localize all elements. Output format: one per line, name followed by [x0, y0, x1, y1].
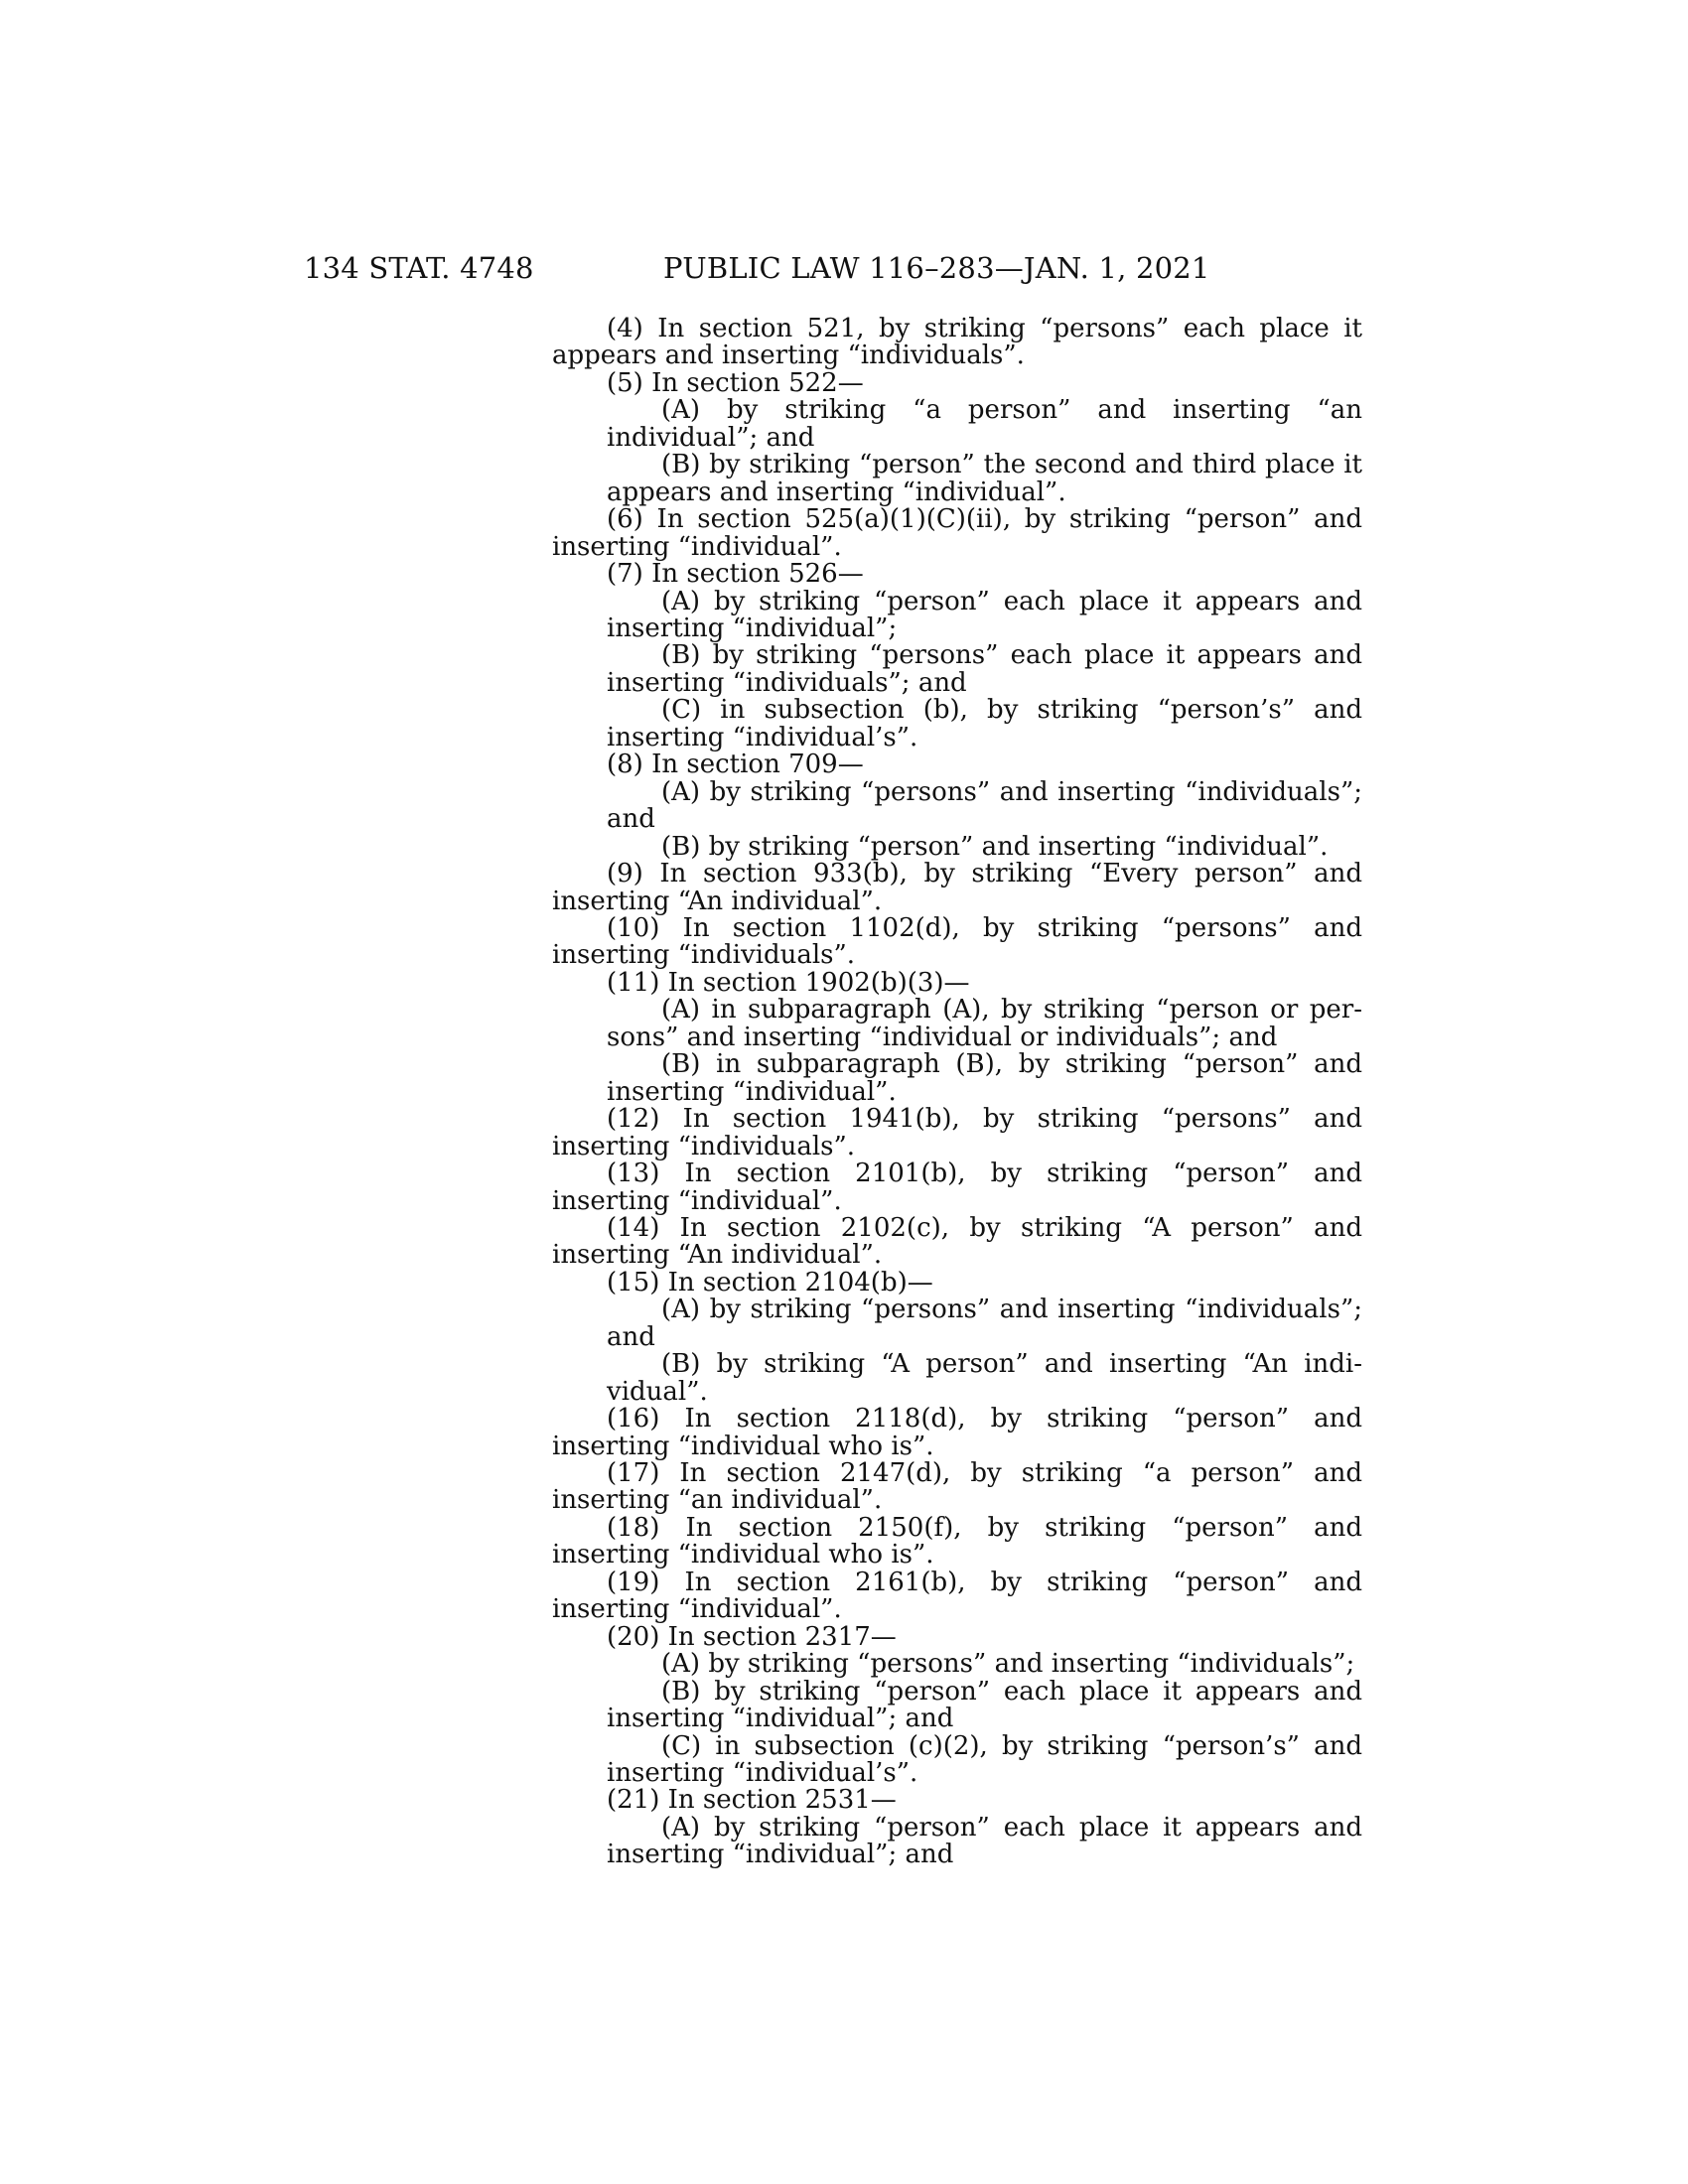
- subparagraph-5b: (B) by striking “person” the second and third place it appears and inserting “individual”.: [607, 450, 1362, 507]
- subparagraph-7c: (C) in subsection (b), by striking “person’s” and inserting “individual’s”.: [607, 695, 1362, 752]
- paragraph-18: (18) In section 2150(f), by striking “person” and inserting “individual who is”.: [552, 1512, 1362, 1570]
- stat-page-reference: 134 STAT. 4748: [304, 251, 534, 285]
- subparagraph-20c: (C) in subsection (c)(2), by striking “person’s” and inserting “individual’s”.: [607, 1730, 1362, 1789]
- subparagraph-15b: (B) by striking “A person” and inserting “An indi- vidual”.: [607, 1349, 1362, 1407]
- subparagraph-8a: (A) by striking “persons” and inserting “individuals”; and: [607, 776, 1362, 835]
- paragraph-21: (21) In section 2531—: [607, 1785, 897, 1816]
- subparagraph-15a: (A) by striking “persons” and inserting “individuals”; and: [607, 1295, 1362, 1352]
- paragraph-7: (7) In section 526—: [607, 559, 864, 590]
- paragraph-8: (8) In section 709—: [607, 750, 864, 780]
- subparagraph-20b: (B) by striking “person” each place it appears and inserting “individual”; and: [607, 1676, 1362, 1734]
- paragraph-5: (5) In section 522—: [607, 367, 864, 398]
- subparagraph-20a: (A) by striking “persons” and inserting “individuals”;: [661, 1649, 1355, 1680]
- law-title-header: PUBLIC LAW 116–283—JAN. 1, 2021: [663, 251, 1210, 285]
- subparagraph-7b: (B) by striking “persons” each place it appears and inserting “individuals”; and: [607, 640, 1362, 698]
- paragraph-13: (13) In section 2101(b), by striking “person” and inserting “individual”.: [552, 1159, 1362, 1216]
- paragraph-9: (9) In section 933(b), by striking “Every person” and inserting “An individual”.: [552, 859, 1362, 916]
- paragraph-19: (19) In section 2161(b), by striking “person” and inserting “individual”.: [552, 1567, 1362, 1625]
- subparagraph-11a: (A) in subparagraph (A), by striking “person or per- sons” and inserting “individual or individuals”; and: [607, 995, 1362, 1052]
- subparagraph-21a: (A) by striking “person” each place it appears and inserting “individual”; and: [607, 1812, 1362, 1870]
- paragraph-20: (20) In section 2317—: [607, 1621, 897, 1652]
- paragraph-12: (12) In section 1941(b), by striking “persons” and inserting “individuals”.: [552, 1104, 1362, 1161]
- subparagraph-7a: (A) by striking “person” each place it appears and inserting “individual”;: [607, 586, 1362, 643]
- paragraph-15: (15) In section 2104(b)—: [607, 1267, 933, 1297]
- paragraph-10: (10) In section 1102(d), by striking “persons” and inserting “individuals”.: [552, 912, 1362, 971]
- paragraph-16: (16) In section 2118(d), by striking “person” and inserting “individual who is”.: [552, 1404, 1362, 1461]
- subparagraph-8b: (B) by striking “person” and inserting “individual”.: [661, 831, 1329, 862]
- paragraph-17: (17) In section 2147(d), by striking “a person” and inserting “an individual”.: [552, 1458, 1362, 1516]
- subparagraph-11b: (B) in subparagraph (B), by striking “person” and inserting “individual”.: [607, 1049, 1362, 1107]
- subparagraph-5a: (A) by striking “a person” and inserting “an individual”; and: [607, 395, 1362, 453]
- paragraph-6: (6) In section 525(a)(1)(C)(ii), by striking “person” and inserting “individual”.: [552, 504, 1362, 562]
- statute-body: [552, 316, 1362, 1869]
- paragraph-11: (11) In section 1902(b)(3)—: [607, 967, 970, 998]
- paragraph-14: (14) In section 2102(c), by striking “A person” and inserting “An individual”.: [552, 1212, 1362, 1271]
- paragraph-4: (4) In section 521, by striking “persons” each place it appears and inserting “individuals”.: [552, 314, 1362, 371]
